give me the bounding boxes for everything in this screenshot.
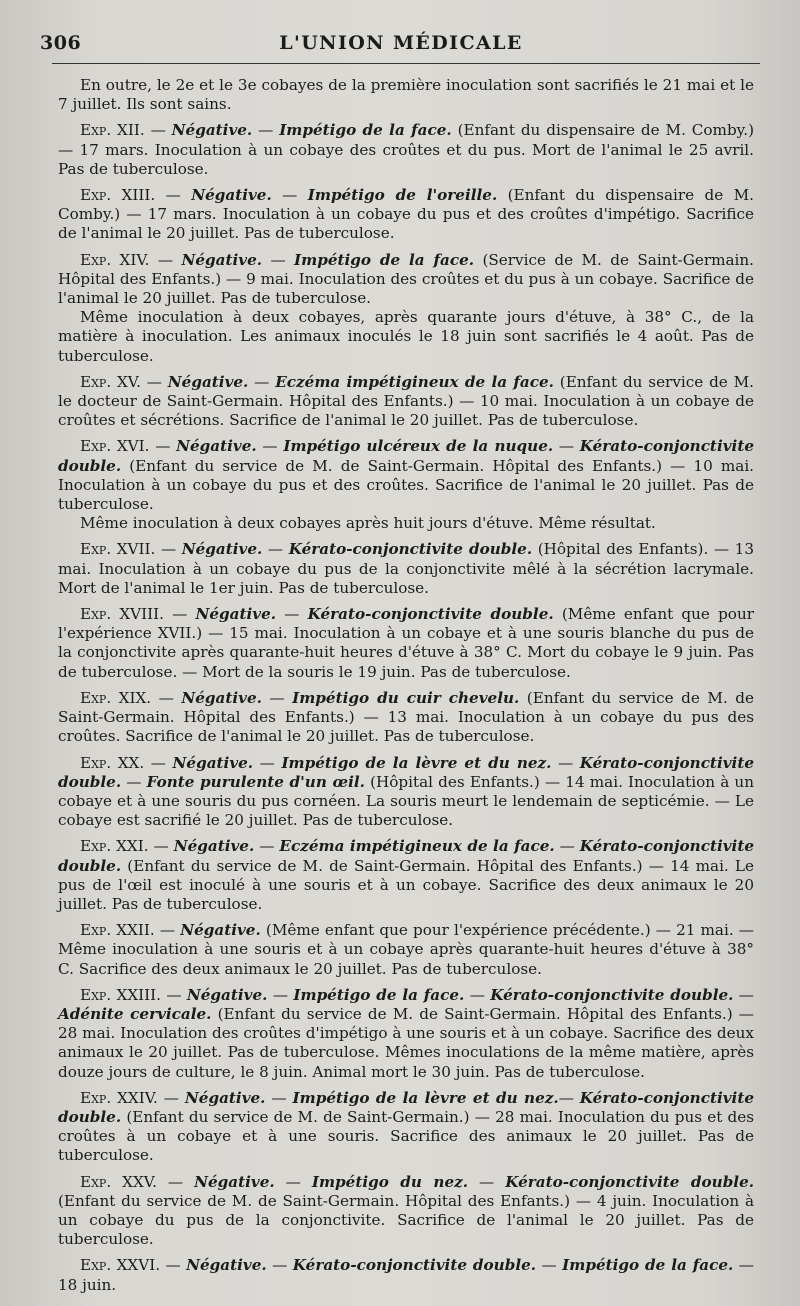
- text-run: Même inoculation à deux cobayes, après quarante jours d'étuve, à 38° C., de la matière à inoculation. Les animaux inoculés le 18 juin sont sacrifiés le 4 août. Pas de tuberculose.: [58, 308, 754, 365]
- running-title: L'UNION MÉDICALE: [279, 32, 523, 54]
- text-run: —: [254, 837, 280, 856]
- experiment-number: Exp. XXIV.: [80, 1088, 158, 1107]
- diagnosis: Impétigo du nez.: [311, 1172, 469, 1191]
- text-run: (Hôpital des Enfants). — 13 mai. Inoculation à un cobaye du pus de la conjonctivite mêlé à la sécrétion lacrymale. Mort de l'animal le 1er juin. Pas de tuberculose.: [58, 540, 755, 597]
- text-run: (Enfant du service de M. le docteur de Saint-Germain. Hôpital des Enfants.) — 10 mai. Inoculation à un cobaye de croûtes et sécrétions. Sacrifice de l'animal le 20 juillet. Pas de tuberculose.: [58, 372, 754, 430]
- experiment-paragraph: [58, 373, 754, 431]
- diagnosis: Kérato-conjonctivite double.: [58, 753, 754, 791]
- result-label: Négative.: [191, 186, 272, 205]
- diagnosis: Impétigo de l'oreille.: [307, 186, 498, 205]
- diagnosis: Impétigo de la face.: [279, 121, 452, 140]
- text-run: —: [468, 1172, 506, 1191]
- paragraph: [58, 308, 754, 366]
- experiment-number: Exp. XX.: [80, 753, 145, 772]
- text-run: — 18 juin.: [58, 1256, 754, 1294]
- diagnosis: Impétigo de la lèvre et du nez.: [281, 753, 552, 772]
- result-label: Négative.: [167, 372, 249, 391]
- text-run: —: [121, 772, 147, 791]
- text-run: —: [151, 688, 182, 707]
- experiment-number: Exp. XXI.: [80, 837, 149, 856]
- diagnosis: Impétigo de la face.: [294, 250, 475, 269]
- experiment-paragraph: [58, 251, 754, 309]
- diagnosis: Adénite cervicale.: [58, 1004, 212, 1023]
- text-run: (Enfant du service de M. de Saint-Germain. Hôpital des Enfants.) — 13 mai. Inoculation à un cobaye du pus des croûtes. Sacrifice de l'animal le 20 juillet. Pas de tuberculose.: [58, 688, 754, 746]
- result-label: Négative.: [195, 605, 277, 624]
- text-run: —: [558, 1088, 580, 1107]
- experiment-paragraph: [58, 1256, 754, 1294]
- text-run: —: [266, 1256, 293, 1275]
- header-rule: [52, 63, 760, 64]
- diagnosis: Kérato-conjonctivite double.: [307, 605, 554, 624]
- text-run: (Enfant du dispensaire de M. Comby.) — 17 mars. Inoculation à un cobaye du pus et des croûtes d'impétigo. Sacrifice de l'animal le 20 juillet. Pas de tuberculose.: [58, 186, 755, 243]
- experiment-number: Exp. XIX.: [80, 688, 152, 707]
- result-label: Négative.: [172, 753, 254, 772]
- text-run: (Enfant du service de M. de Saint-Germain.) — 28 mai. Inoculation du pus et des croûtes à un cobaye et à une souris. Sacrifice des animaux le 20 juillet. Pas de tuberculose.: [58, 1107, 754, 1165]
- text-run: —: [157, 1088, 185, 1107]
- text-run: —: [551, 753, 580, 772]
- result-label: Négative.: [171, 121, 253, 140]
- result-label: Négative.: [181, 688, 262, 707]
- text-run: —: [160, 1256, 187, 1275]
- text-run: (Enfant du service de M. de Saint-Germain. Hôpital des Enfants.) — 4 juin. Inoculation à un cobaye du pus de la conjonctivite. Sacrifice de l'animal le 20 juillet. Pas de tuberculose.: [58, 1191, 754, 1249]
- experiment-number: Exp. XXVI.: [80, 1256, 161, 1275]
- diagnosis: Eczéma impétigineux de la face.: [275, 372, 554, 391]
- experiment-number: Exp. XXV.: [80, 1172, 157, 1191]
- experiment-paragraph: [58, 1173, 754, 1250]
- text-run: —: [163, 605, 196, 624]
- result-label: Négative.: [194, 1172, 275, 1191]
- result-label: Négative.: [180, 921, 261, 940]
- result-label: Négative.: [184, 1088, 266, 1107]
- text-run: —: [262, 540, 289, 559]
- paragraph: [58, 514, 754, 533]
- result-label: Négative.: [186, 1256, 267, 1275]
- result-label: Négative.: [181, 250, 263, 269]
- experiment-number: Exp. XII.: [80, 121, 145, 140]
- text-run: —: [149, 250, 182, 269]
- experiment-paragraph: [58, 605, 754, 682]
- diagnosis: Kérato-conjonctivite double.: [288, 540, 533, 559]
- text-run: (Service de M. de Saint-Germain. Hôpital des Enfants.) — 9 mai. Inoculation des croûtes et du pus à un cobaye. Sacrifice de l'animal le 20 juillet. Pas de tuberculose.: [58, 250, 754, 308]
- diagnosis: Kérato-conjonctivite double.: [58, 437, 754, 475]
- text-run: —: [256, 437, 284, 456]
- text-run: —: [160, 985, 187, 1004]
- text-run: Même inoculation à deux cobayes après huit jours d'étuve. Même résultat.: [80, 514, 656, 533]
- text-run: —: [276, 605, 308, 624]
- text-run: (Enfant du service de M. de Saint-Germain. Hôpital des Enfants.) — 10 mai. Inoculation à un cobaye du pus et des croûtes. Sacrifice de l'animal le 20 juillet. Pas de tuberculose.: [58, 456, 754, 514]
- page-number: 306: [40, 32, 82, 54]
- experiment-paragraph: [58, 186, 754, 244]
- text-run: —: [149, 437, 177, 456]
- text-run: —: [733, 985, 754, 1004]
- text-run: —: [156, 1172, 195, 1191]
- text-run: —: [265, 1088, 293, 1107]
- text-run: (Enfant du dispensaire de M. Comby.) — 17 mars. Inoculation à un cobaye des croûtes et du pus. Mort de l'animal le 25 avril. Pas de tuberculose.: [58, 121, 754, 178]
- experiment-paragraph: [58, 986, 754, 1082]
- experiment-paragraph: [58, 837, 754, 914]
- experiment-number: Exp. XXIII.: [80, 985, 161, 1004]
- text-run: —: [253, 753, 282, 772]
- text-run: (Enfant du service de M. de Saint-Germain. Hôpital des Enfants.) — 14 mai. Le pus de l'œil est inoculé à une souris et à un cobaye. Sacrifice des deux animaux le 20 juillet. Pas de tuberculose.: [58, 856, 754, 913]
- text-run: —: [155, 540, 182, 559]
- diagnosis: Kérato-conjonctivite double.: [490, 985, 734, 1004]
- text-run: —: [262, 250, 295, 269]
- experiment-number: Exp. XVII.: [80, 540, 156, 559]
- text-run: —: [154, 921, 181, 940]
- diagnosis: Eczéma impétigineux de la face.: [279, 837, 555, 856]
- text-body: [58, 76, 754, 1295]
- text-run: (Même enfant que pour l'expérience précédente.) — 21 mai. — Même inoculation à une souris et à un cobaye après quarante-huit heures d'étuve à 38° C. Sacrifice des deux animaux le 20 juillet. Pas de tuberculose.: [58, 921, 754, 978]
- experiment-paragraph: [58, 437, 754, 514]
- text-run: —: [271, 186, 308, 205]
- experiment-paragraph: [58, 121, 754, 179]
- diagnosis: Kérato-conjonctivite double.: [58, 1088, 755, 1126]
- paragraph: [58, 76, 754, 114]
- experiment-number: Exp. XXII.: [80, 921, 155, 940]
- diagnosis: Kérato-conjonctivite double.: [292, 1256, 537, 1275]
- text-run: (Enfant du service de M. de Saint-Germain. Hôpital des Enfants.) — 28 mai. Inoculation des croûtes d'impétigo à une souris et à un cobaye. Sacrifice des deux animaux le 20 juillet. Pas de tuberculose. Mêmes inoculations de la même matière, après douze jours de culture, le 8 juin. Animal mort le 30 juin. Pas de tuberculose.: [58, 1004, 754, 1081]
- diagnosis: Impétigo du cuir chevelu.: [292, 688, 520, 707]
- result-label: Négative.: [181, 540, 263, 559]
- experiment-number: Exp. XV.: [80, 372, 141, 391]
- experiment-paragraph: [58, 689, 754, 747]
- diagnosis: Impétigo de la lèvre et du nez.: [292, 1088, 559, 1107]
- text-run: —: [144, 753, 173, 772]
- result-label: Négative.: [173, 837, 255, 856]
- result-label: Négative.: [176, 437, 257, 456]
- experiment-number: Exp. XIV.: [80, 250, 150, 269]
- text-run: (Même enfant que pour l'expérience XVII.) — 15 mai. Inoculation à un cobaye et à une souris blanche du pus de la conjonctivite après quarante-huit heures d'étuve à 38° C. Mort du cobaye le 9 juin. Pas de tuberculose. — Mort de la souris le 19 juin. Pas de tuberculose.: [58, 605, 754, 681]
- text-run: —: [261, 688, 293, 707]
- diagnosis: Impétigo de la face.: [293, 985, 465, 1004]
- diagnosis: Impétigo de la face.: [562, 1256, 734, 1275]
- text-run: —: [267, 985, 294, 1004]
- text-run: —: [140, 372, 168, 391]
- text-run: —: [554, 837, 580, 856]
- experiment-paragraph: [58, 540, 754, 598]
- experiment-number: Exp. XVIII.: [80, 605, 164, 624]
- experiment-paragraph: [58, 754, 754, 831]
- experiment-number: Exp. XIII.: [80, 186, 156, 205]
- experiment-number: Exp. XVI.: [80, 437, 150, 456]
- result-label: Négative.: [186, 985, 268, 1004]
- text-run: —: [252, 121, 280, 140]
- text-run: —: [148, 837, 174, 856]
- text-run: —: [274, 1172, 312, 1191]
- diagnosis: Kérato-conjonctivite double.: [58, 837, 755, 875]
- text-run: —: [144, 121, 172, 140]
- text-run: —: [536, 1256, 563, 1275]
- text-run: —: [155, 186, 192, 205]
- diagnosis: Fonte purulente d'un œil.: [146, 772, 365, 791]
- text-run: —: [248, 372, 276, 391]
- diagnosis: Impétigo ulcéreux de la nuque.: [283, 437, 554, 456]
- experiment-paragraph: [58, 921, 754, 979]
- diagnosis: Kérato-conjonctivite double.: [505, 1172, 755, 1191]
- text-run: —: [464, 985, 491, 1004]
- text-run: (Hôpital des Enfants.) — 14 mai. Inoculation à un cobaye et à une souris du pus cornéen. La souris meurt le lendemain de septicémie. — Le cobaye est sacrifié le 20 juillet. Pas de tuberculose.: [58, 772, 754, 830]
- experiment-paragraph: [58, 1089, 754, 1166]
- text-run: En outre, le 2e et le 3e cobayes de la première inoculation sont sacrifiés le 21 mai et le 7 juillet. Ils sont sains.: [58, 76, 754, 114]
- page-header: [40, 30, 762, 60]
- text-run: —: [553, 437, 580, 456]
